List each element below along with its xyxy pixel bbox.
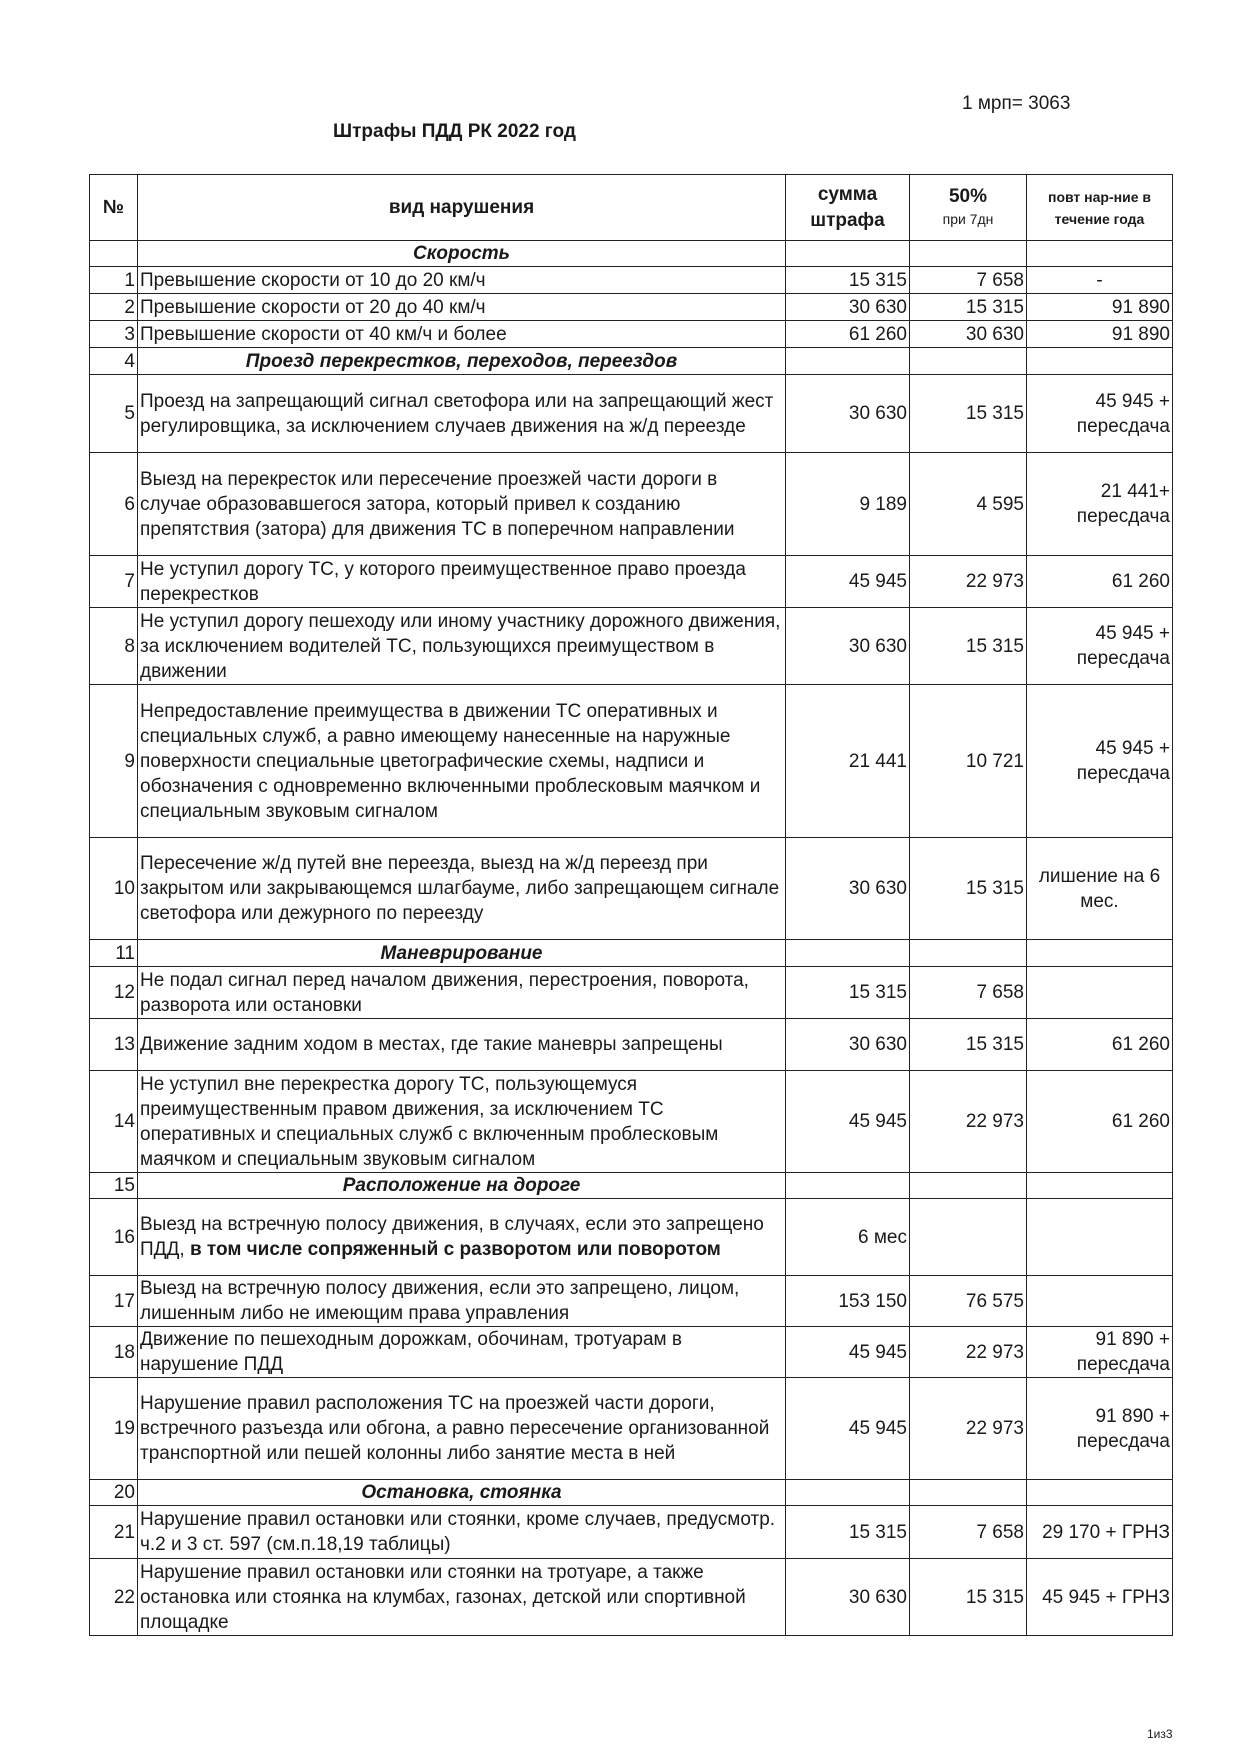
row-num: 12	[90, 967, 138, 1019]
row-num: 19	[90, 1378, 138, 1480]
empty-cell	[910, 940, 1027, 967]
row-fine: 30 630	[786, 838, 910, 940]
table-row	[90, 1071, 1173, 1173]
page-title: Штрафы ПДД РК 2022 год	[333, 121, 576, 142]
row-violation	[138, 1199, 786, 1276]
row-half: 15 315	[910, 375, 1027, 453]
row-fine: 61 260	[786, 321, 910, 348]
header-num: №	[90, 175, 138, 241]
row-num: 13	[90, 1019, 138, 1071]
row-num: 16	[90, 1199, 138, 1276]
row-num: 11	[90, 940, 138, 967]
row-half: 15 315	[910, 838, 1027, 940]
row-fine: 9 189	[786, 453, 910, 556]
row-half	[910, 1199, 1027, 1276]
row-fine: 21 441	[786, 685, 910, 838]
row-repeat: 61 260	[1027, 556, 1173, 608]
row-violation: Нарушение правил остановки или стоянки на тротуаре, а также остановка или стоянка на клумбах, газонах, детской или спортивной площадке	[138, 1559, 786, 1636]
row-repeat: 21 441+ пересдача	[1027, 453, 1173, 556]
row-num: 7	[90, 556, 138, 608]
row-fine: 15 315	[786, 967, 910, 1019]
table-row	[90, 267, 1173, 294]
header-violation: вид нарушения	[138, 175, 786, 241]
empty-cell	[1027, 940, 1173, 967]
row-fine: 30 630	[786, 608, 910, 685]
table-row	[90, 375, 1173, 453]
empty-cell	[910, 1173, 1027, 1199]
row-num: 14	[90, 1071, 138, 1173]
fines-table	[89, 174, 1173, 1636]
row-num: 1	[90, 267, 138, 294]
row-violation: Не уступил дорогу ТС, у которого преимущественное право проезда перекрестков	[138, 556, 786, 608]
empty-cell	[1027, 1173, 1173, 1199]
row-violation: Движение по пешеходным дорожкам, обочинам, тротуарам в нарушение ПДД	[138, 1327, 786, 1378]
page-number: 1из3	[1147, 1727, 1173, 1741]
empty-cell	[1027, 348, 1173, 375]
row-num: 15	[90, 1173, 138, 1199]
row-half: 22 973	[910, 1327, 1027, 1378]
section-row	[90, 348, 1173, 375]
row-repeat: 61 260	[1027, 1019, 1173, 1071]
section-row	[90, 1480, 1173, 1506]
header-repeat: повт нар-ние в течение года	[1027, 175, 1173, 241]
row-repeat: 45 945 + пересдача	[1027, 608, 1173, 685]
row-half: 15 315	[910, 294, 1027, 321]
empty-cell	[786, 348, 910, 375]
row-violation: Нарушение правил остановки или стоянки, кроме случаев, предусмотр. ч.2 и 3 ст. 597 (см.п.18,19 таблицы)	[138, 1506, 786, 1559]
empty-cell	[910, 348, 1027, 375]
table-row	[90, 1327, 1173, 1378]
header-half	[910, 175, 1027, 241]
empty-cell	[1027, 241, 1173, 267]
table-row	[90, 453, 1173, 556]
section-title-stop: Остановка, стоянка	[138, 1480, 786, 1506]
row-fine: 30 630	[786, 375, 910, 453]
empty-cell	[786, 241, 910, 267]
table-row	[90, 685, 1173, 838]
row-violation: Непредоставление преимущества в движении ТС оперативных и специальных служб, а равно имеющему нанесенные на наружные поверхности специальные цветографические схемы, надписи и обозначения с одновременно включенными проблесковым маячком и специальным звуковым сигналом	[138, 685, 786, 838]
row-num: 5	[90, 375, 138, 453]
row-half: 22 973	[910, 556, 1027, 608]
row-num	[90, 241, 138, 267]
row-repeat: -	[1027, 267, 1173, 294]
row-num: 10	[90, 838, 138, 940]
row-fine: 45 945	[786, 556, 910, 608]
row-num: 21	[90, 1506, 138, 1559]
table-row	[90, 1199, 1173, 1276]
row-num: 18	[90, 1327, 138, 1378]
row-violation: Проезд на запрещающий сигнал светофора или на запрещающий жест регулировщика, за исключением случаев движения на ж/д переезде	[138, 375, 786, 453]
section-row	[90, 241, 1173, 267]
table-row	[90, 1378, 1173, 1480]
row-num: 20	[90, 1480, 138, 1506]
row-violation: Выезд на встречную полосу движения, если это запрещено, лицом, лишенным либо не имеющим права управления	[138, 1276, 786, 1327]
row-half: 7 658	[910, 267, 1027, 294]
row-repeat: 91 890	[1027, 294, 1173, 321]
header-half-sub: при 7дн	[942, 210, 994, 227]
table-row	[90, 1276, 1173, 1327]
row-violation: Выезд на перекресток или пересечение проезжей части дороги в случае образовавшегося затора, который привел к созданию препятствия (затора) для движения ТС в поперечном направлении	[138, 453, 786, 556]
row-num: 2	[90, 294, 138, 321]
row-fine: 30 630	[786, 294, 910, 321]
row-repeat: 29 170 + ГРНЗ	[1027, 1506, 1173, 1559]
row-half: 76 575	[910, 1276, 1027, 1327]
row-repeat: 91 890 + пересдача	[1027, 1378, 1173, 1480]
row-repeat	[1027, 967, 1173, 1019]
row-repeat: лишение на 6 мес.	[1027, 838, 1173, 940]
row-repeat: 91 890	[1027, 321, 1173, 348]
table-header-row	[90, 175, 1173, 241]
row-half: 7 658	[910, 1506, 1027, 1559]
row-fine: 6 мес	[786, 1199, 910, 1276]
row-fine: 45 945	[786, 1327, 910, 1378]
row-fine: 153 150	[786, 1276, 910, 1327]
row-num: 6	[90, 453, 138, 556]
row-half: 10 721	[910, 685, 1027, 838]
section-row	[90, 1173, 1173, 1199]
table-row	[90, 967, 1173, 1019]
row-half: 15 315	[910, 1019, 1027, 1071]
row-half: 22 973	[910, 1071, 1027, 1173]
row-fine: 15 315	[786, 267, 910, 294]
row-num: 3	[90, 321, 138, 348]
row-repeat: 45 945 + пересдача	[1027, 685, 1173, 838]
empty-cell	[910, 241, 1027, 267]
table-row	[90, 608, 1173, 685]
row-violation: Превышение скорости от 20 до 40 км/ч	[138, 294, 786, 321]
empty-cell	[910, 1480, 1027, 1506]
row-fine: 15 315	[786, 1506, 910, 1559]
row-fine: 45 945	[786, 1071, 910, 1173]
empty-cell	[1027, 1480, 1173, 1506]
row-violation: Превышение скорости от 40 км/ч и более	[138, 321, 786, 348]
table-row	[90, 1506, 1173, 1559]
row-violation: Движение задним ходом в местах, где такие маневры запрещены	[138, 1019, 786, 1071]
row-violation: Не подал сигнал перед началом движения, перестроения, поворота, разворота или остановки	[138, 967, 786, 1019]
row-repeat: 61 260	[1027, 1071, 1173, 1173]
row-violation-text: Выезд на встречную полосу движения, в случаях, если это запрещено ПДД,	[140, 1214, 764, 1260]
empty-cell	[786, 940, 910, 967]
row-num: 4	[90, 348, 138, 375]
table-row	[90, 321, 1173, 348]
row-repeat: 45 945 + ГРНЗ	[1027, 1559, 1173, 1636]
table-row	[90, 556, 1173, 608]
row-half: 22 973	[910, 1378, 1027, 1480]
row-fine: 30 630	[786, 1559, 910, 1636]
row-repeat: 45 945 + пересдача	[1027, 375, 1173, 453]
section-title-intersections: Проезд перекрестков, переходов, переездов	[138, 348, 786, 375]
table-row	[90, 1019, 1173, 1071]
row-num: 9	[90, 685, 138, 838]
table-row	[90, 1559, 1173, 1636]
row-repeat: 91 890 + пересдача	[1027, 1327, 1173, 1378]
section-title-position: Расположение на дороге	[138, 1173, 786, 1199]
mrp-value: 1 мрп= 3063	[962, 93, 1071, 114]
row-violation: Не уступил дорогу пешеходу или иному участнику дорожного движения, за исключением водителей ТС, пользующихся преимуществом в движении	[138, 608, 786, 685]
table-row	[90, 294, 1173, 321]
row-violation: Не уступил вне перекрестка дорогу ТС, пользующемуся преимущественным правом движения, за исключением ТС оперативных и специальных служб с включенным проблесковым маячком и специальным звуковым сигналом	[138, 1071, 786, 1173]
empty-cell	[786, 1173, 910, 1199]
section-row	[90, 940, 1173, 967]
header-half-main: 50%	[948, 185, 988, 207]
table-row	[90, 838, 1173, 940]
section-title-maneuver: Маневрирование	[138, 940, 786, 967]
row-repeat	[1027, 1276, 1173, 1327]
row-fine: 30 630	[786, 1019, 910, 1071]
empty-cell	[786, 1480, 910, 1506]
row-half: 15 315	[910, 608, 1027, 685]
row-half: 30 630	[910, 321, 1027, 348]
row-violation: Пересечение ж/д путей вне переезда, выезд на ж/д переезд при закрытом или закрывающемся шлагбауме, либо запрещающем сигнале светофора или дежурного по переезду	[138, 838, 786, 940]
row-fine: 45 945	[786, 1378, 910, 1480]
row-violation: Нарушение правил расположения ТС на проезжей части дороги, встречного разъезда или обгона, а равно пересечение организованной транспортной или пешей колонны либо занятие места в ней	[138, 1378, 786, 1480]
row-repeat	[1027, 1199, 1173, 1276]
row-violation-bold: в том числе сопряженный с разворотом или поворотом	[189, 1239, 721, 1260]
header-fine: сумма штрафа	[786, 175, 910, 241]
row-violation: Превышение скорости от 10 до 20 км/ч	[138, 267, 786, 294]
section-title-speed: Скорость	[138, 241, 786, 267]
row-half: 15 315	[910, 1559, 1027, 1636]
row-num: 22	[90, 1559, 138, 1636]
row-half: 4 595	[910, 453, 1027, 556]
row-half: 7 658	[910, 967, 1027, 1019]
row-num: 17	[90, 1276, 138, 1327]
row-num: 8	[90, 608, 138, 685]
